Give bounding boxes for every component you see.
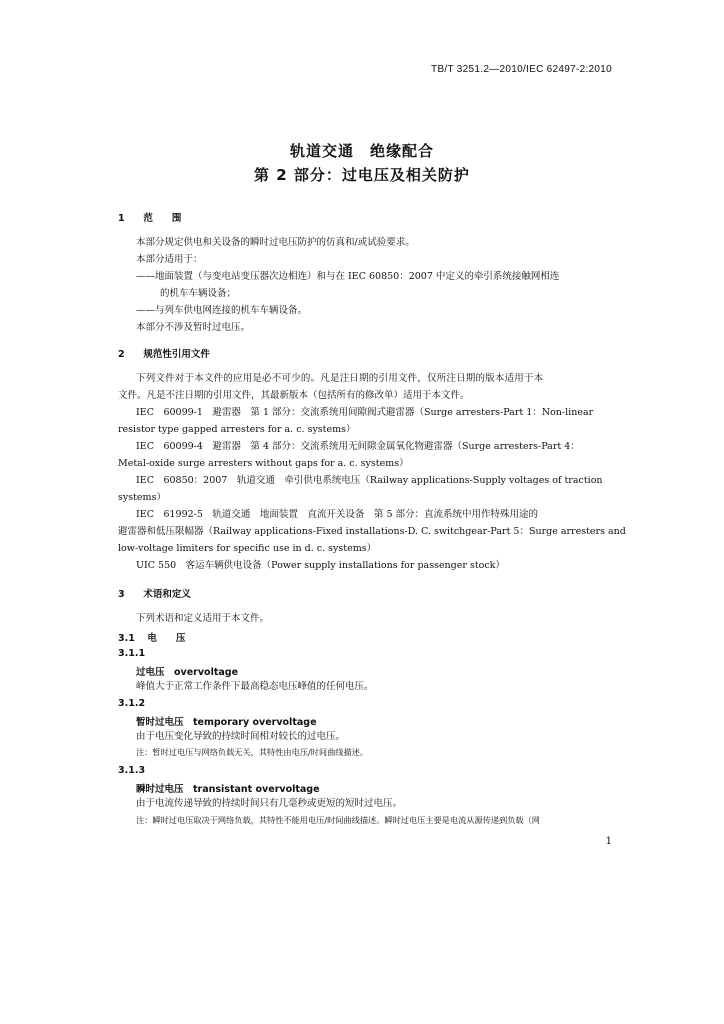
paragraph: 本部分不涉及暂时过电压。 — [136, 322, 251, 333]
term-entry: 瞬时过电压 transistant overvoltage — [136, 784, 320, 795]
clause-number: 3.1.2 — [118, 698, 146, 709]
document-title-line-1: 轨道交通 绝缘配合 — [289, 142, 434, 160]
section-number: 3 — [118, 589, 125, 600]
document-title-line-2: 第 2 部分：过电压及相关防护 — [254, 166, 470, 184]
term-entry: 暂时过电压 temporary overvoltage — [136, 717, 317, 728]
section-number: 1 — [118, 213, 125, 224]
term-note: 注：暂时过电压与网络负载无关，其特性由电压/时间曲线描述。 — [136, 747, 369, 757]
section-3-heading — [118, 586, 191, 600]
subsection-3-1-heading — [118, 630, 185, 644]
subsection-title: 电 压 — [147, 633, 186, 644]
term-note: 注：瞬时过电压取决于网络负载，其特性不能用电压/时间曲线描述。瞬时过电压主要是电流从源传递到负载（网 — [136, 815, 540, 825]
reference-item: IEC 60099-1 避雷器 第 1 部分：交流系统用间隙阀式避雷器（Surge arresters-Part 1：Non-linear — [136, 407, 594, 418]
section-number: 2 — [118, 349, 125, 360]
list-item-continuation: 的机车车辆设备； — [160, 288, 237, 299]
reference-item-continuation: low-voltage limiters for specific use in d. c. systems） — [118, 543, 377, 554]
list-item: ——与列车供电网连接的机车车辆设备。 — [136, 305, 308, 316]
reference-item: UIC 550 客运车辆供电设备（Power supply installations for passenger stock） — [136, 560, 505, 571]
standard-number: TB/T 3251.2—2010/IEC 62497-2:2010 — [431, 64, 612, 75]
reference-item-continuation: Metal-oxide surge arresters without gaps for a. c. systems） — [118, 458, 409, 469]
section-title: 范 围 — [143, 213, 182, 224]
section-2-heading — [118, 346, 210, 360]
term-entry: 过电压 overvoltage — [136, 667, 239, 678]
list-item: ——地面装置（与变电站变压器次边相连）和与在 IEC 60850：2007 中定义的牵引系统接触网相连 — [136, 271, 560, 282]
reference-item: IEC 61992-5 轨道交通 地面装置 直流开关设备 第 5 部分：直流系统中用作特殊用途的 — [136, 509, 539, 520]
term-definition: 由于电压变化导致的持续时间相对较长的过电压。 — [136, 731, 346, 742]
page-number: 1 — [605, 836, 612, 847]
section-title: 术语和定义 — [143, 589, 191, 600]
paragraph: 本部分规定供电和关设备的瞬时过电压防护的仿真和/或试验要求。 — [136, 237, 415, 248]
term-definition: 峰值大于正常工作条件下最高稳态电压峰值的任何电压。 — [136, 681, 374, 692]
subsection-number: 3.1 — [118, 633, 135, 644]
reference-item: IEC 60099-4 避雷器 第 4 部分：交流系统用无间隙金属氧化物避雷器（Surge arresters-Part 4： — [136, 441, 580, 452]
clause-number: 3.1.1 — [118, 648, 146, 659]
section-title: 规范性引用文件 — [143, 349, 210, 360]
reference-item-continuation: systems） — [118, 492, 166, 503]
paragraph: 下列文件对于本文件的应用是必不可少的。凡是注日期的引用文件，仅所注日期的版本适用于本 — [136, 373, 544, 384]
paragraph: 下列术语和定义适用于本文件。 — [136, 613, 270, 624]
term-definition: 由于电流传递导致的持续时间只有几毫秒或更短的短时过电压。 — [136, 798, 403, 809]
reference-item: IEC 60850：2007 轨道交通 牵引供电系统电压（Railway applications-Supply voltages of traction — [136, 475, 603, 486]
reference-item-continuation: 避雷器和低压限幅器（Railway applications-Fixed installations-D. C. switchgear-Part 5：Surge arresters and — [118, 526, 626, 537]
section-1-heading — [118, 210, 181, 224]
reference-item-continuation: resistor type gapped arresters for a. c. systems） — [118, 424, 356, 435]
clause-number: 3.1.3 — [118, 765, 146, 776]
paragraph: 本部分适用于： — [136, 254, 203, 265]
paragraph-continuation: 文件。凡是不注日期的引用文件，其最新版本（包括所有的修改单）适用于本文件。 — [118, 390, 470, 401]
